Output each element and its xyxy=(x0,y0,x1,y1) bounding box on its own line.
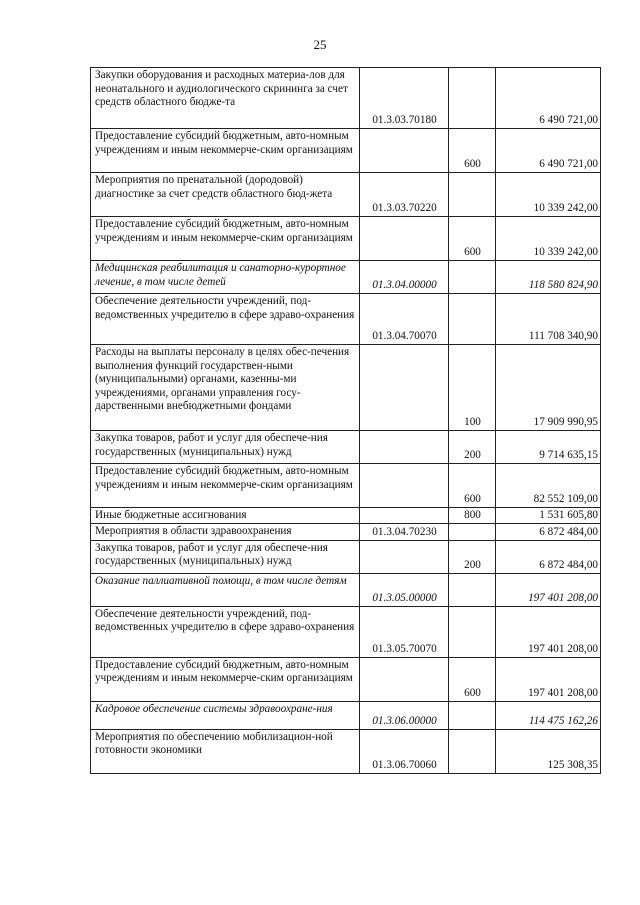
page-number: 25 xyxy=(313,37,327,52)
row-vr-cell: 600 xyxy=(449,657,496,701)
row-sum-cell: 6 490 721,00 xyxy=(496,68,601,129)
row-name-cell: Иные бюджетные ассигнования xyxy=(91,508,360,524)
table-row xyxy=(91,508,601,524)
row-sum-cell: 125 308,35 xyxy=(496,729,601,773)
row-name-cell: Закупка товаров, работ и услуг для обеспече-ния государственных (муниципальных) нужд xyxy=(91,431,360,464)
row-vr-cell: 200 xyxy=(449,431,496,464)
row-sum-cell: 6 872 484,00 xyxy=(496,523,601,540)
table-row xyxy=(91,606,601,657)
row-vr-cell xyxy=(449,523,496,540)
row-name-cell: Предоставление субсидий бюджетным, авто-номным учреждениям и иным некоммерче-ским организациям xyxy=(91,129,360,173)
row-name-cell: Мероприятия в области здравоохранения xyxy=(91,523,360,540)
row-code-cell: 01.3.03.70180 xyxy=(360,68,449,129)
table-row xyxy=(91,294,601,345)
row-sum-cell: 111 708 340,90 xyxy=(496,294,601,345)
table-row xyxy=(91,464,601,508)
row-vr-cell: 600 xyxy=(449,129,496,173)
row-code-cell: 01.3.05.70070 xyxy=(360,606,449,657)
row-code-cell: 01.3.06.00000 xyxy=(360,701,449,729)
row-name-cell: Закупки оборудования и расходных материа-лов для неонатального и аудиологического скрининга за счет средств областного бюдже-та xyxy=(91,68,360,129)
table-row xyxy=(91,217,601,261)
row-code-cell xyxy=(360,345,449,431)
row-vr-cell: 200 xyxy=(449,540,496,573)
row-vr-cell: 100 xyxy=(449,345,496,431)
row-name-cell: Медицинская реабилитация и санаторно-курортное лечение, в том числе детей xyxy=(91,261,360,294)
row-name-cell: Обеспечение деятельности учреждений, под-ведомственных учредителю в сфере здраво-охранения xyxy=(91,606,360,657)
row-vr-cell xyxy=(449,729,496,773)
row-sum-cell: 6 872 484,00 xyxy=(496,540,601,573)
row-code-cell xyxy=(360,464,449,508)
row-name-cell: Закупка товаров, работ и услуг для обеспече-ния государственных (муниципальных) нужд xyxy=(91,540,360,573)
table-row xyxy=(91,129,601,173)
table-row xyxy=(91,261,601,294)
row-code-cell xyxy=(360,217,449,261)
row-name-cell: Расходы на выплаты персоналу в целях обес-печения выполнения функций государствен-ными (муниципальными) органами, казенны-ми учреждениями, органами управления госу-дарственными внебюджетными фондами xyxy=(91,345,360,431)
row-name-cell: Оказание паллиативной помощи, в том числе детям xyxy=(91,573,360,606)
table-row xyxy=(91,431,601,464)
row-code-cell xyxy=(360,508,449,524)
row-code-cell: 01.3.03.70220 xyxy=(360,173,449,217)
row-name-cell: Мероприятия по обеспечению мобилизацион-ной готовности экономики xyxy=(91,729,360,773)
row-vr-cell xyxy=(449,606,496,657)
row-sum-cell: 118 580 824,90 xyxy=(496,261,601,294)
table-row xyxy=(91,729,601,773)
row-code-cell xyxy=(360,431,449,464)
row-vr-cell: 600 xyxy=(449,217,496,261)
table-row xyxy=(91,173,601,217)
row-sum-cell: 6 490 721,00 xyxy=(496,129,601,173)
row-vr-cell xyxy=(449,68,496,129)
row-code-cell: 01.3.06.70060 xyxy=(360,729,449,773)
row-code-cell: 01.3.05.00000 xyxy=(360,573,449,606)
budget-table xyxy=(90,67,601,774)
row-sum-cell: 197 401 208,00 xyxy=(496,657,601,701)
budget-table-body xyxy=(91,68,601,774)
row-name-cell: Мероприятия по пренатальной (дородовой) диагностике за счет средств областного бюд-жета xyxy=(91,173,360,217)
row-sum-cell: 82 552 109,00 xyxy=(496,464,601,508)
row-sum-cell: 10 339 242,00 xyxy=(496,173,601,217)
row-name-cell: Обеспечение деятельности учреждений, под-ведомственных учредителю в сфере здраво-охранения xyxy=(91,294,360,345)
table-row xyxy=(91,657,601,701)
row-sum-cell: 1 531 605,80 xyxy=(496,508,601,524)
table-row xyxy=(91,523,601,540)
row-name-cell: Предоставление субсидий бюджетным, авто-номным учреждениям и иным некоммерче-ским организациям xyxy=(91,657,360,701)
row-vr-cell xyxy=(449,173,496,217)
row-code-cell: 01.3.04.70070 xyxy=(360,294,449,345)
table-row xyxy=(91,701,601,729)
row-code-cell xyxy=(360,540,449,573)
table-row xyxy=(91,68,601,129)
table-row xyxy=(91,540,601,573)
table-row xyxy=(91,573,601,606)
row-vr-cell: 800 xyxy=(449,508,496,524)
row-sum-cell: 197 401 208,00 xyxy=(496,573,601,606)
row-sum-cell: 197 401 208,00 xyxy=(496,606,601,657)
row-vr-cell: 600 xyxy=(449,464,496,508)
row-name-cell: Предоставление субсидий бюджетным, авто-номным учреждениям и иным некоммерче-ским организациям xyxy=(91,464,360,508)
row-sum-cell: 17 909 990,95 xyxy=(496,345,601,431)
row-vr-cell xyxy=(449,294,496,345)
row-code-cell xyxy=(360,657,449,701)
row-name-cell: Предоставление субсидий бюджетным, авто-номным учреждениям и иным некоммерче-ским организациям xyxy=(91,217,360,261)
row-vr-cell xyxy=(449,573,496,606)
table-row xyxy=(91,345,601,431)
row-sum-cell: 114 475 162,26 xyxy=(496,701,601,729)
row-code-cell xyxy=(360,129,449,173)
row-sum-cell: 9 714 635,15 xyxy=(496,431,601,464)
row-sum-cell: 10 339 242,00 xyxy=(496,217,601,261)
row-code-cell: 01.3.04.70230 xyxy=(360,523,449,540)
row-vr-cell xyxy=(449,261,496,294)
row-code-cell: 01.3.04.00000 xyxy=(360,261,449,294)
row-name-cell: Кадровое обеспечение системы здравоохране-ния xyxy=(91,701,360,729)
row-vr-cell xyxy=(449,701,496,729)
